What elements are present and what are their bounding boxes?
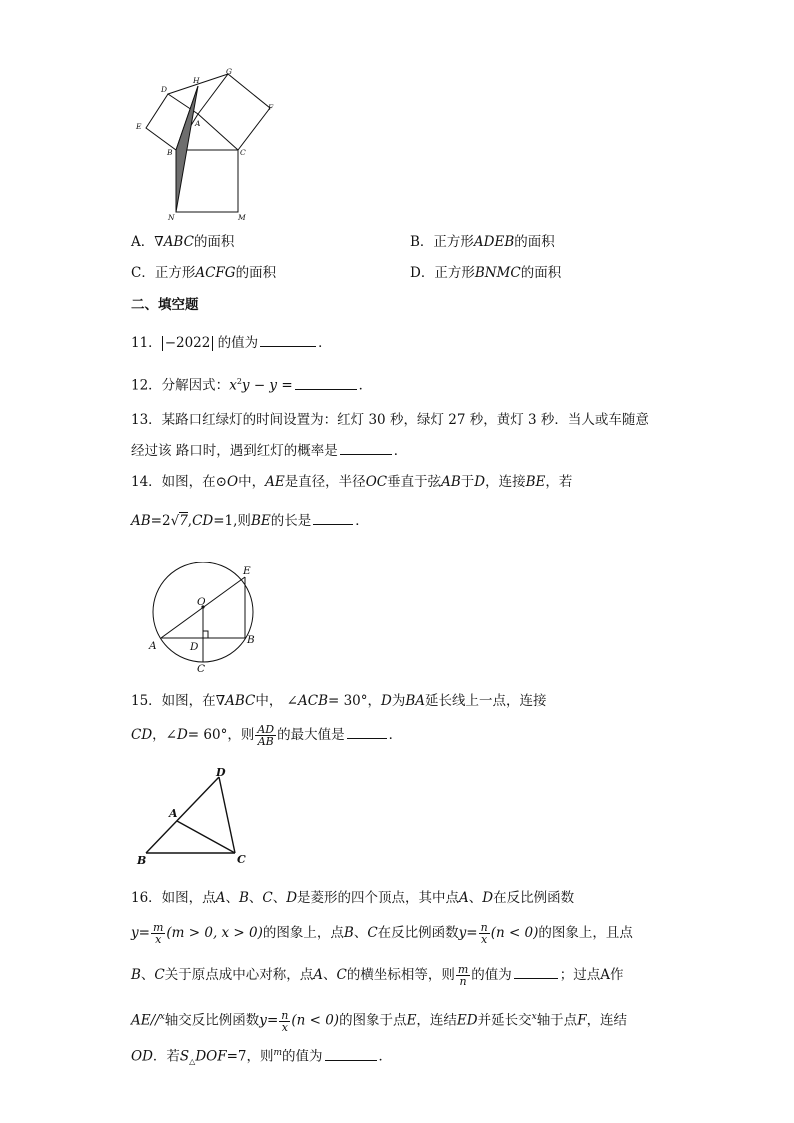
label-G: G bbox=[226, 67, 232, 76]
label-A: A bbox=[149, 640, 157, 652]
label-E: E bbox=[243, 565, 251, 577]
square-acfg bbox=[198, 74, 270, 150]
blank-12 bbox=[295, 376, 357, 390]
label-C: C bbox=[240, 148, 246, 157]
blank-11 bbox=[260, 333, 316, 347]
question-12: 12．分解因式：$x^2y - y$ = ． bbox=[131, 377, 373, 394]
label-E: E bbox=[136, 122, 142, 131]
label-D: D bbox=[190, 641, 199, 653]
option-d: D．正方形BNMC的面积 bbox=[410, 265, 562, 281]
q15-figure bbox=[132, 764, 257, 868]
label-B: B bbox=[247, 634, 255, 646]
question-16-line3: B、C关于原点成中心对称，点A、C的横坐标相等，则 $\frac{m}{n}$ 的值为 ；过点A作 bbox=[131, 963, 624, 988]
question-13-line2: 经过该 路口时，遇到红灯的概率是 ． bbox=[131, 443, 408, 459]
question-16-line4: AE//$^x$轴交反比例函数y= $\frac{n}{x}$ (n < 0)的图象于点E，连结ED并延长交$^x$轴于点F，连结 bbox=[131, 1008, 628, 1034]
label-O: O bbox=[197, 596, 206, 608]
label-F: F bbox=[268, 103, 274, 112]
label-D: D bbox=[216, 766, 226, 779]
blank-16b bbox=[325, 1047, 377, 1061]
abs-value: −2022 bbox=[162, 336, 214, 351]
blank-14 bbox=[313, 511, 353, 525]
question-15-line2: CD，∠D= 60°，则 $\frac{AD}{AB}$ 的最大值是 ． bbox=[131, 723, 403, 748]
question-14-line2: AB=2√7,CD=1,则BE的长是 ． bbox=[131, 513, 369, 529]
question-16-line2: y= $\frac{m}{x}$ (m > 0, x > 0)的图象上，点B、C在反比例函数y= $\frac{n}{x}$ (n < 0)的图象上，且点 bbox=[131, 921, 633, 946]
option-b: B．正方形ADEB的面积 bbox=[410, 234, 555, 250]
label-B: B bbox=[137, 854, 147, 867]
label-D: D bbox=[161, 85, 168, 94]
blank-13 bbox=[340, 441, 392, 455]
blank-15 bbox=[347, 725, 387, 739]
question-15-line1: 15．如图，在∇ABC中， ∠ACB= 30°，D为BA延长线上一点，连接 bbox=[131, 693, 547, 709]
label-C: C bbox=[237, 853, 246, 866]
q14-figure bbox=[145, 562, 270, 674]
label-A: A bbox=[169, 807, 178, 820]
label-A: A bbox=[195, 119, 201, 128]
question-16-line5: OD．若$S_\triangle DOF=7$，则$^m$的值为 ． bbox=[131, 1048, 393, 1067]
fraction-ad-ab: $\frac{AD}{AB}$ bbox=[257, 723, 275, 748]
label-H: H bbox=[193, 76, 200, 85]
label-C: C bbox=[197, 663, 206, 674]
option-c: C．正方形ACFG的面积 bbox=[131, 265, 277, 281]
section-title: 二、填空题 bbox=[131, 297, 199, 313]
option-a: A．∇ABC的面积 bbox=[131, 234, 235, 250]
question-16-line1: 16．如图，点A、B、C、D是菱形的四个顶点，其中点A、D在反比例函数 bbox=[131, 890, 575, 906]
label-B: B bbox=[167, 148, 173, 157]
label-N: N bbox=[168, 213, 175, 222]
question-14-line1: 14．如图，在⊙O中，AE是直径，半径OC垂直于弦AB于D，连接BE，若 bbox=[131, 474, 573, 490]
shaded-triangle bbox=[176, 86, 198, 212]
label-M: M bbox=[238, 213, 246, 222]
question-13-line1: 13．某路口红绿灯的时间设置为：红灯 30 秒，绿灯 27 秒，黄灯 3 秒．当人或车随意 bbox=[131, 412, 649, 428]
question-11: 11． −2022 的值为 ． bbox=[131, 335, 332, 351]
q10-figure bbox=[130, 66, 280, 226]
blank-16a bbox=[514, 965, 558, 979]
